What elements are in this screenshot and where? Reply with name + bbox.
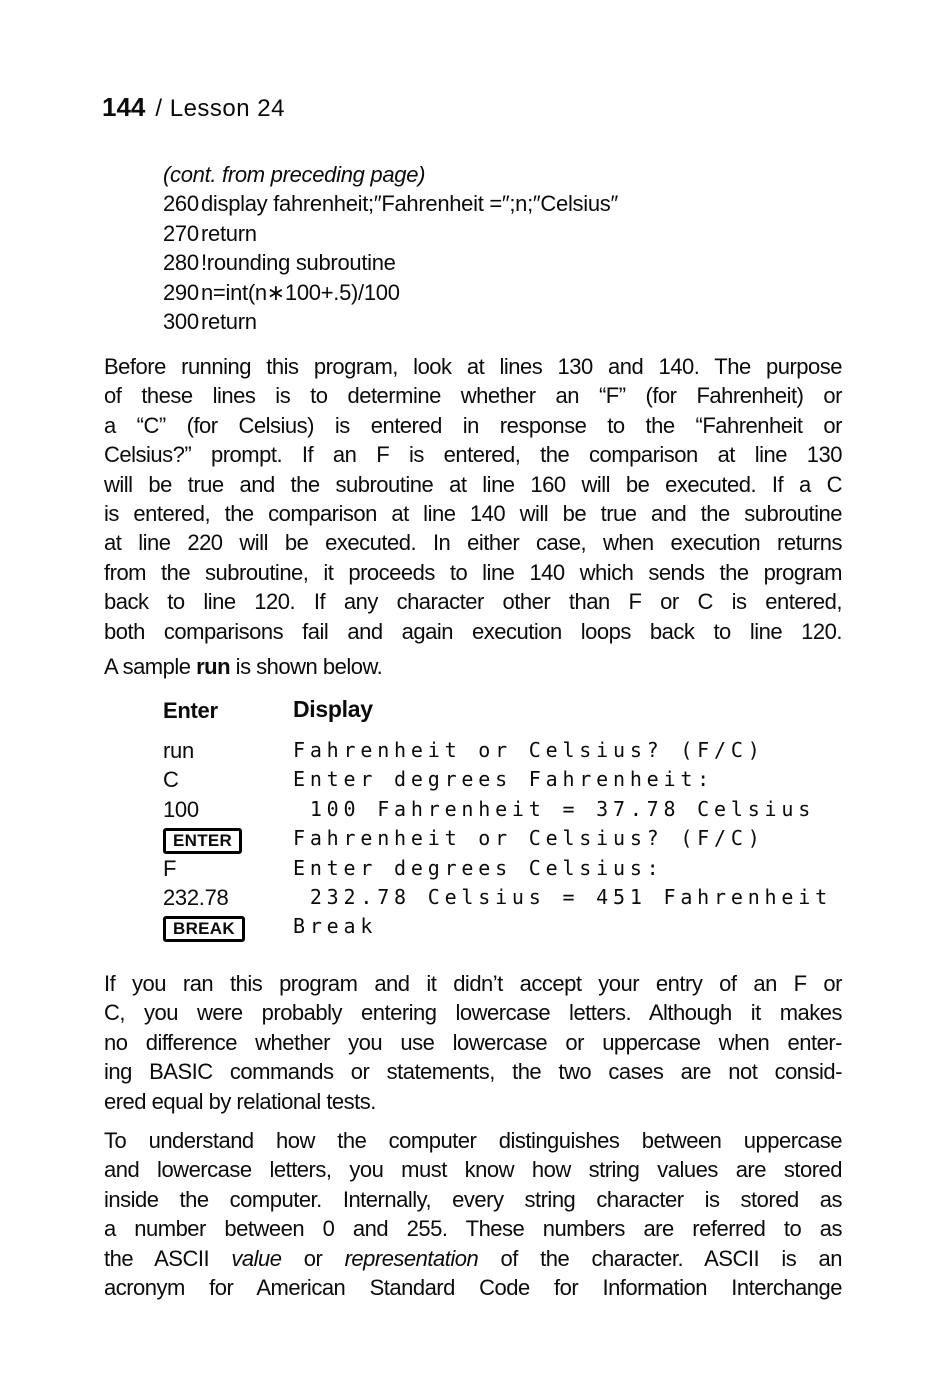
- text-line: a number between 0 and 255. These numbers are referred to as: [104, 1216, 842, 1242]
- code-line: [163, 248, 618, 277]
- italic-term-representation: representation: [344, 1245, 479, 1271]
- italic-term-value: value: [231, 1245, 282, 1271]
- break-keycap: BREAK: [163, 916, 245, 942]
- enter-value: 232.78: [163, 884, 229, 910]
- text-line: ered equal by relational tests.: [104, 1088, 376, 1114]
- text-line: both comparisons fail and again execution loops back to line 120.: [104, 618, 842, 644]
- text-line: inside the computer. Internally, every string character is stored as: [104, 1186, 842, 1212]
- enter-value: C: [163, 767, 179, 793]
- code-line-number: 300: [163, 309, 199, 335]
- table-row: [163, 795, 832, 824]
- table-row: [163, 824, 832, 853]
- text-line: is entered, the comparison at line 140 will be true and the subroutine: [104, 501, 842, 527]
- code-line: [163, 278, 618, 307]
- text-line: back to line 120. If any character other than F or C is entered,: [104, 589, 842, 615]
- text-line: a “C” (for Celsius) is entered in response to the “Fahrenheit or: [104, 412, 842, 438]
- break-key-cell: [163, 912, 293, 942]
- code-listing: [163, 160, 618, 336]
- paragraph-3: [104, 1126, 842, 1302]
- display-output: Enter degrees Fahrenheit:: [293, 767, 715, 792]
- code-line-number: 260: [163, 191, 199, 217]
- note-text: A sample: [104, 654, 197, 679]
- text-line: C, you were probably entering lowercase letters. Although it makes: [104, 1000, 842, 1026]
- display-output: Fahrenheit or Celsius? (F/C): [293, 826, 765, 851]
- display-output: Enter degrees Celsius:: [293, 855, 664, 880]
- code-line-number: 270: [163, 220, 199, 246]
- code-line-text: !rounding subroutine: [201, 250, 396, 276]
- page-number: 144: [102, 92, 146, 122]
- enter-column-header: Enter: [163, 698, 218, 723]
- note-bold-run: run: [196, 654, 231, 679]
- code-line-text: display fahrenheit;″Fahrenheit =″;n;″Celsius″: [201, 191, 618, 217]
- paragraph-1: [104, 352, 842, 646]
- paragraph-2: [104, 969, 842, 1116]
- text-line: ing BASIC commands or statements, the two cases are not consid-: [104, 1059, 842, 1085]
- code-line-text: n=int(n∗100+.5)/100: [201, 279, 400, 305]
- text-line: and lowercase letters, you must know how string values are stored: [104, 1157, 842, 1183]
- code-line-number: 290: [163, 279, 199, 305]
- page-header: [102, 92, 285, 123]
- note-text: is shown below.: [230, 654, 383, 679]
- lesson-title: / Lesson 24: [155, 95, 285, 122]
- table-row: [163, 912, 832, 941]
- sample-run-table: [163, 696, 832, 942]
- enter-value: 100: [163, 796, 199, 822]
- display-output: 232.78 Celsius = 451 Fahrenheit: [293, 884, 832, 909]
- display-output: Break: [293, 914, 378, 939]
- table-header-row: [163, 696, 832, 736]
- enter-keycap: ENTER: [163, 828, 242, 854]
- display-output: Fahrenheit or Celsius? (F/C): [293, 738, 765, 762]
- sample-run-note: [104, 652, 842, 681]
- table-row: [163, 736, 832, 765]
- text-segment: of the character. ASCII is an: [478, 1245, 842, 1271]
- code-line-text: return: [201, 309, 257, 335]
- text-line-with-italics: [104, 1244, 842, 1273]
- enter-value: F: [163, 855, 177, 881]
- text-line: of these lines is to determine whether an “F” (for Fahrenheit) or: [104, 383, 842, 409]
- code-line: [163, 189, 618, 218]
- table-row: [163, 883, 832, 912]
- code-line-text: return: [201, 220, 257, 246]
- text-segment: or: [281, 1245, 345, 1271]
- text-line: acronym for American Standard Code for Information Interchange: [104, 1275, 842, 1301]
- code-line: [163, 307, 618, 336]
- text-line: Before running this program, look at lines 130 and 140. The purpose: [104, 354, 842, 379]
- text-line: Celsius?” prompt. If an F is entered, the comparison at line 130: [104, 442, 842, 468]
- enter-value: run: [163, 738, 194, 763]
- text-segment: the ASCII: [104, 1245, 232, 1271]
- continuation-note: (cont. from preceding page): [163, 162, 426, 187]
- display-output: 100 Fahrenheit = 37.78 Celsius: [293, 796, 816, 821]
- code-line-number: 280: [163, 250, 199, 276]
- table-row: [163, 765, 832, 794]
- text-line: at line 220 will be executed. In either case, when execution returns: [104, 530, 842, 556]
- code-line: [163, 219, 618, 248]
- display-column-header: Display: [293, 696, 373, 722]
- text-line: If you ran this program and it didn’t accept your entry of an F or: [104, 971, 842, 996]
- text-line: from the subroutine, it proceeds to line 140 which sends the program: [104, 559, 842, 585]
- enter-key-cell: [163, 824, 293, 854]
- text-line: no difference whether you use lowercase or uppercase when enter-: [104, 1029, 842, 1055]
- table-row: [163, 854, 832, 883]
- text-line: will be true and the subroutine at line 160 will be executed. If a C: [104, 471, 842, 497]
- text-line: To understand how the computer distinguishes between uppercase: [104, 1128, 842, 1153]
